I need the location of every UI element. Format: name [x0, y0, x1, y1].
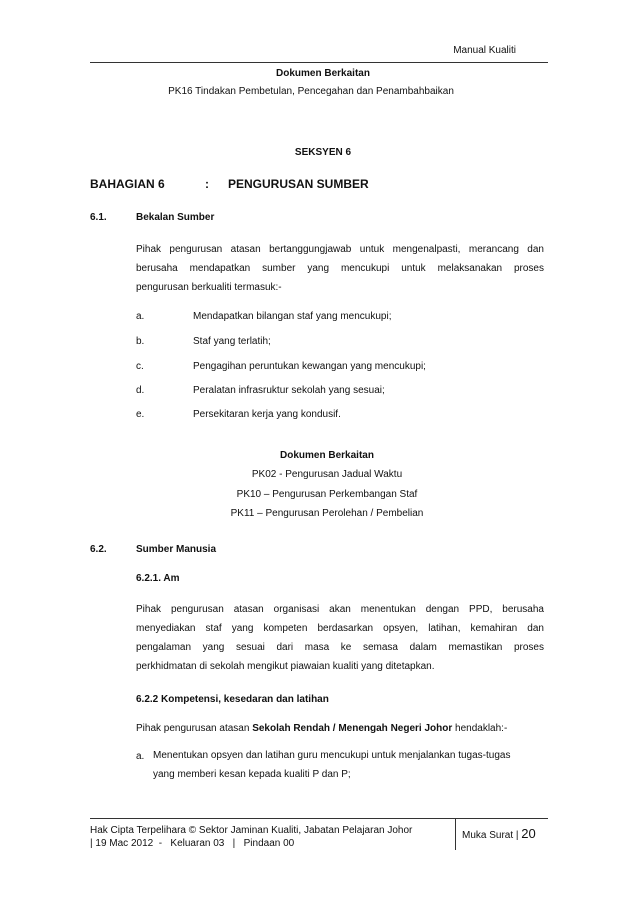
- related-doc: PK02 - Pengurusan Jadual Waktu: [251, 469, 403, 480]
- header-related-doc: PK16 Tindakan Pembetulan, Pencegahan dan Penambahbaikan: [168, 86, 454, 97]
- part-colon: :: [205, 177, 209, 191]
- paragraph: [136, 240, 544, 297]
- paragraph-line: menyediakan staf yang kompeten berdasarkan opsyen, latihan, kemahiran dan: [136, 623, 544, 634]
- footer-info: [90, 824, 412, 850]
- paragraph-line: Pihak pengurusan atasan bertanggungjawab untuk mengenalpasti, merancang dan: [136, 244, 544, 255]
- header-related-title: Dokumen Berkaitan: [276, 68, 370, 79]
- paragraph-line: yang memberi kesan kepada kualiti P dan P;: [153, 769, 351, 780]
- list-item-text: Peralatan infrasruktur sekolah yang sesuai;: [193, 385, 385, 396]
- related-doc: PK11 – Pengurusan Perolehan / Pembelian: [230, 508, 424, 519]
- subsection-title: 6.2.2 Kompetensi, kesedaran dan latihan: [136, 694, 329, 705]
- intro-text-end: hendaklah:-: [452, 723, 508, 734]
- list-item-letter: a.: [136, 751, 145, 762]
- list-item-letter: c.: [136, 361, 144, 372]
- paragraph-line: berusaha mendapatkan sumber yang mencukupi untuk melaksanakan proses: [136, 263, 544, 274]
- paragraph-line: pengalaman yang sesuai dari masa ke semasa dalam memastikan proses: [136, 642, 544, 653]
- list-item-letter: a.: [136, 311, 145, 322]
- paragraph-line: Pihak pengurusan atasan organisasi akan menentukan dengan PPD, berusaha: [136, 604, 544, 615]
- footer-copyright: Hak Cipta Terpelihara © Sektor Jaminan Kualiti, Jabatan Pelajaran Johor: [90, 825, 413, 836]
- paragraph-line: Menentukan opsyen dan latihan guru mencukupi untuk menjalankan tugas-tugas: [153, 750, 511, 761]
- paragraph: [136, 600, 544, 676]
- intro-text: Pihak pengurusan atasan: [136, 723, 253, 734]
- list-item-text: Mendapatkan bilangan staf yang mencukupi;: [193, 311, 392, 322]
- footer-separator: [455, 818, 456, 850]
- intro-bold-text: Sekolah Rendah / Menengah Negeri Johor: [252, 723, 453, 734]
- list-item-letter: b.: [136, 336, 145, 347]
- section-title: Sumber Manusia: [136, 544, 217, 555]
- list-item-letter: d.: [136, 385, 145, 396]
- page-label: Muka Surat |: [462, 830, 519, 841]
- list-item-text: Staf yang terlatih;: [193, 336, 271, 347]
- header-divider: [90, 62, 548, 63]
- paragraph: [136, 719, 507, 738]
- section-label: SEKSYEN 6: [294, 147, 352, 158]
- paragraph-line: perkhidmatan di sekolah mengikut piawaian kualiti yang ditetapkan.: [136, 661, 435, 672]
- paragraph-line: pengurusan berkualiti termasuk:-: [136, 282, 282, 293]
- list-item-text: Persekitaran kerja yang kondusif.: [193, 409, 341, 420]
- part-number: BAHAGIAN 6: [90, 177, 165, 191]
- list-item-text: Pengagihan peruntukan kewangan yang mencukupi;: [193, 361, 426, 372]
- manual-label: Manual Kualiti: [453, 45, 516, 56]
- related-doc: PK10 – Pengurusan Perkembangan Staf: [236, 489, 418, 500]
- section-title: Bekalan Sumber: [136, 212, 215, 223]
- section-number: 6.1.: [90, 212, 107, 223]
- page-number: 20: [521, 826, 536, 841]
- part-title: PENGURUSAN SUMBER: [228, 177, 369, 191]
- list-item-letter: e.: [136, 409, 145, 420]
- list-item-text: [153, 746, 544, 784]
- footer-revision: | 19 Mac 2012 - Keluaran 03 | Pindaan 00: [90, 838, 295, 849]
- subsection-title: 6.2.1. Am: [136, 573, 180, 584]
- page-number-box: [462, 826, 536, 841]
- related-docs-title: Dokumen Berkaitan: [280, 450, 374, 461]
- section-number: 6.2.: [90, 544, 107, 555]
- footer-divider: [90, 818, 548, 819]
